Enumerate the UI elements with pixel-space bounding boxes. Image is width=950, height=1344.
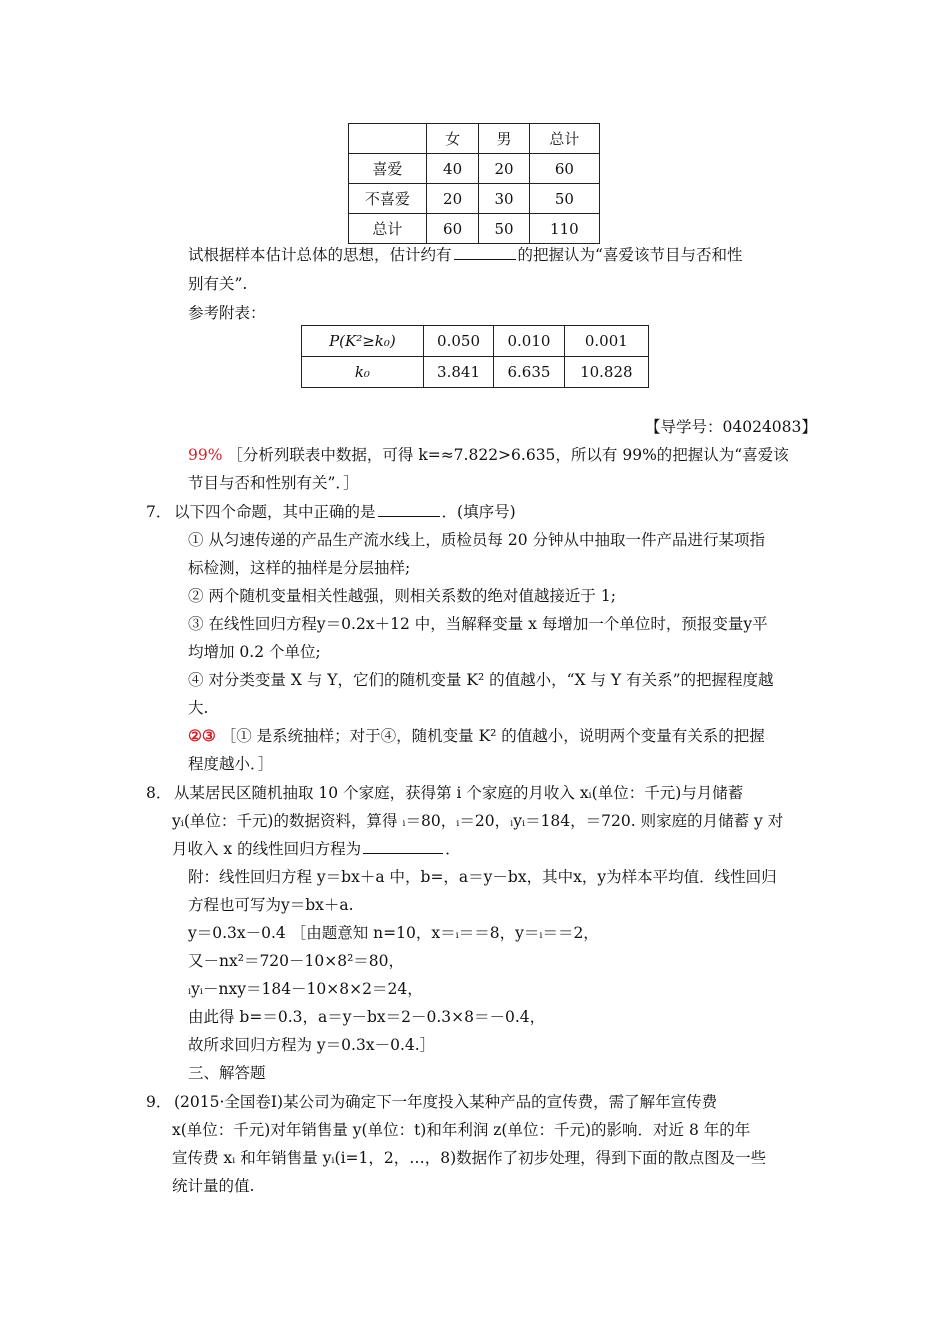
table-cell: 女: [426, 124, 478, 154]
table-cell: 总计: [349, 214, 427, 244]
q8-stem-line: yᵢ(单位：千元)的数据资料，算得 ᵢ＝80，ᵢ＝20，ᵢyᵢ＝184，＝720. 则家庭的月储蓄 y 对: [172, 812, 784, 830]
q7-explanation: ［① 是系统抽样；对于④，随机变量 K² 的值越小，说明两个变量有关系的把握: [220, 727, 765, 745]
table-cell: 60: [426, 214, 478, 244]
q6-text-line: 别有关”.: [188, 275, 248, 293]
table-cell: 6.635: [494, 357, 564, 388]
section-heading: 三、解答题: [188, 1064, 266, 1082]
table-row: [349, 214, 600, 244]
q7-option-1-cont: 标检测，这样的抽样是分层抽样;: [188, 559, 411, 577]
q6-explanation-line: 节目与否和性别有关”．］: [188, 474, 359, 492]
question-number: 8．: [146, 784, 172, 802]
table-cell: 50: [479, 214, 529, 244]
q7-answer-line: [188, 725, 765, 747]
table-cell: 60: [529, 154, 599, 184]
table-cell: 0.001: [564, 326, 648, 357]
q8-solution-line: y＝0.3x－0.4 ［由题意知 n=10，x＝ᵢ＝＝8，y＝ᵢ＝＝2，: [188, 924, 599, 942]
table-cell: 0.010: [494, 326, 564, 357]
table-cell: [349, 124, 427, 154]
q8-stem-text: 从某居民区随机抽取 10 个家庭，获得第 i 个家庭的月收入 xᵢ(单位：千元)与月储蓄: [174, 784, 744, 802]
reference-table-label: 参考附表：: [188, 304, 266, 322]
contingency-table: [348, 123, 600, 244]
q8-solution-line: 由此得 b=＝0.3，a＝y－bx＝2－0.3×8＝－0.4，: [188, 1008, 546, 1026]
q7-answer-value: ②③: [188, 726, 216, 745]
table-row: [349, 154, 600, 184]
q8-solution-line: ᵢyᵢ－nxy＝184－10×8×2＝24，: [188, 980, 423, 998]
q8-stem-text: 月收入 x 的线性回归方程为: [172, 840, 362, 858]
guide-number: 【导学号：04024083】: [645, 418, 817, 436]
table-cell: k₀: [302, 357, 424, 388]
q8-solution-line: 又－nx²＝720－10×8²＝80，: [188, 952, 405, 970]
table-cell: 3.841: [423, 357, 493, 388]
table-row: [349, 124, 600, 154]
q7-stem-text: 以下四个命题，其中正确的是: [174, 503, 376, 521]
q8-stem-line: [172, 838, 461, 860]
q8-stem-text: ．: [445, 840, 461, 858]
q8-note-line: 方程也可写为y＝bx＋a.: [188, 896, 354, 914]
table-cell: 不喜爱: [349, 184, 427, 214]
q7-option-4-cont: 大.: [188, 699, 209, 717]
q7-option-3: ③ 在线性回归方程y＝0.2x＋12 中，当解释变量 x 每增加一个单位时，预报变量y平: [188, 615, 768, 633]
q7-option-1: ① 从匀速传递的产品生产流水线上，质检员每 20 分钟从中抽取一件产品进行某项指: [188, 531, 766, 549]
q8-solution-line: 故所求回归方程为 y＝0.3x－0.4.］: [188, 1036, 436, 1054]
answer-blank: [454, 245, 516, 260]
question-number: 9．: [146, 1093, 172, 1111]
answer-blank: [378, 502, 440, 517]
q6-text-line: [188, 244, 742, 266]
q9-stem-line: 统计量的值.: [172, 1177, 255, 1195]
q9-stem-line: x(单位：千元)对年销售量 y(单位：t)和年利润 z(单位：千元)的影响．对近 8 年的年: [172, 1121, 751, 1139]
table-row: [302, 326, 649, 357]
q6-answer-line: [188, 444, 789, 466]
q7-stem: [146, 501, 516, 523]
q8-note-line: 附：线性回归方程 y＝bx＋a 中，b=，a＝y－bx，其中x，y为样本平均值．线性回归: [188, 868, 777, 886]
table-cell: 0.050: [423, 326, 493, 357]
table-cell: 20: [479, 154, 529, 184]
table-row: [302, 357, 649, 388]
table-cell: 40: [426, 154, 478, 184]
q9-stem: [146, 1091, 717, 1113]
table-cell: 30: [479, 184, 529, 214]
table-cell: 总计: [529, 124, 599, 154]
answer-blank: [363, 839, 443, 854]
table-cell: 10.828: [564, 357, 648, 388]
q6-explanation: ［分析列联表中数据，可得 k=≈7.822>6.635，所以有 99%的把握认为“喜爱该: [227, 446, 789, 464]
table-cell: 50: [529, 184, 599, 214]
reference-table: [301, 325, 649, 388]
q6-text: 的把握认为“喜爱该节目与否和性: [517, 246, 743, 264]
q7-option-3-cont: 均增加 0.2 个单位;: [188, 643, 321, 661]
q7-explanation-line: 程度越小．］: [188, 755, 274, 773]
table-cell: 110: [529, 214, 599, 244]
q6-text: 试根据样本估计总体的思想，估计约有: [188, 246, 452, 264]
q6-answer-value: 99%: [188, 446, 223, 464]
table-cell: 喜爱: [349, 154, 427, 184]
table-row: [349, 184, 600, 214]
q8-stem: [146, 782, 743, 804]
q7-stem-text: ．(填序号): [441, 503, 516, 521]
table-cell: P(K²≥k₀): [302, 326, 424, 357]
q7-option-4: ④ 对分类变量 X 与 Y，它们的随机变量 K² 的值越小，“X 与 Y 有关系”的把握程度越: [188, 671, 774, 689]
table-cell: 20: [426, 184, 478, 214]
question-number: 7．: [146, 503, 172, 521]
q7-option-2: ② 两个随机变量相关性越强，则相关系数的绝对值越接近于 1;: [188, 587, 616, 605]
table-cell: 男: [479, 124, 529, 154]
q9-stem-line: 宣传费 xᵢ 和年销售量 yᵢ(i=1，2，…，8)数据作了初步处理，得到下面的散点图及一些: [172, 1149, 767, 1167]
q9-stem-text: (2015·全国卷Ⅰ)某公司为确定下一年度投入某种产品的宣传费，需了解年宣传费: [174, 1093, 718, 1111]
